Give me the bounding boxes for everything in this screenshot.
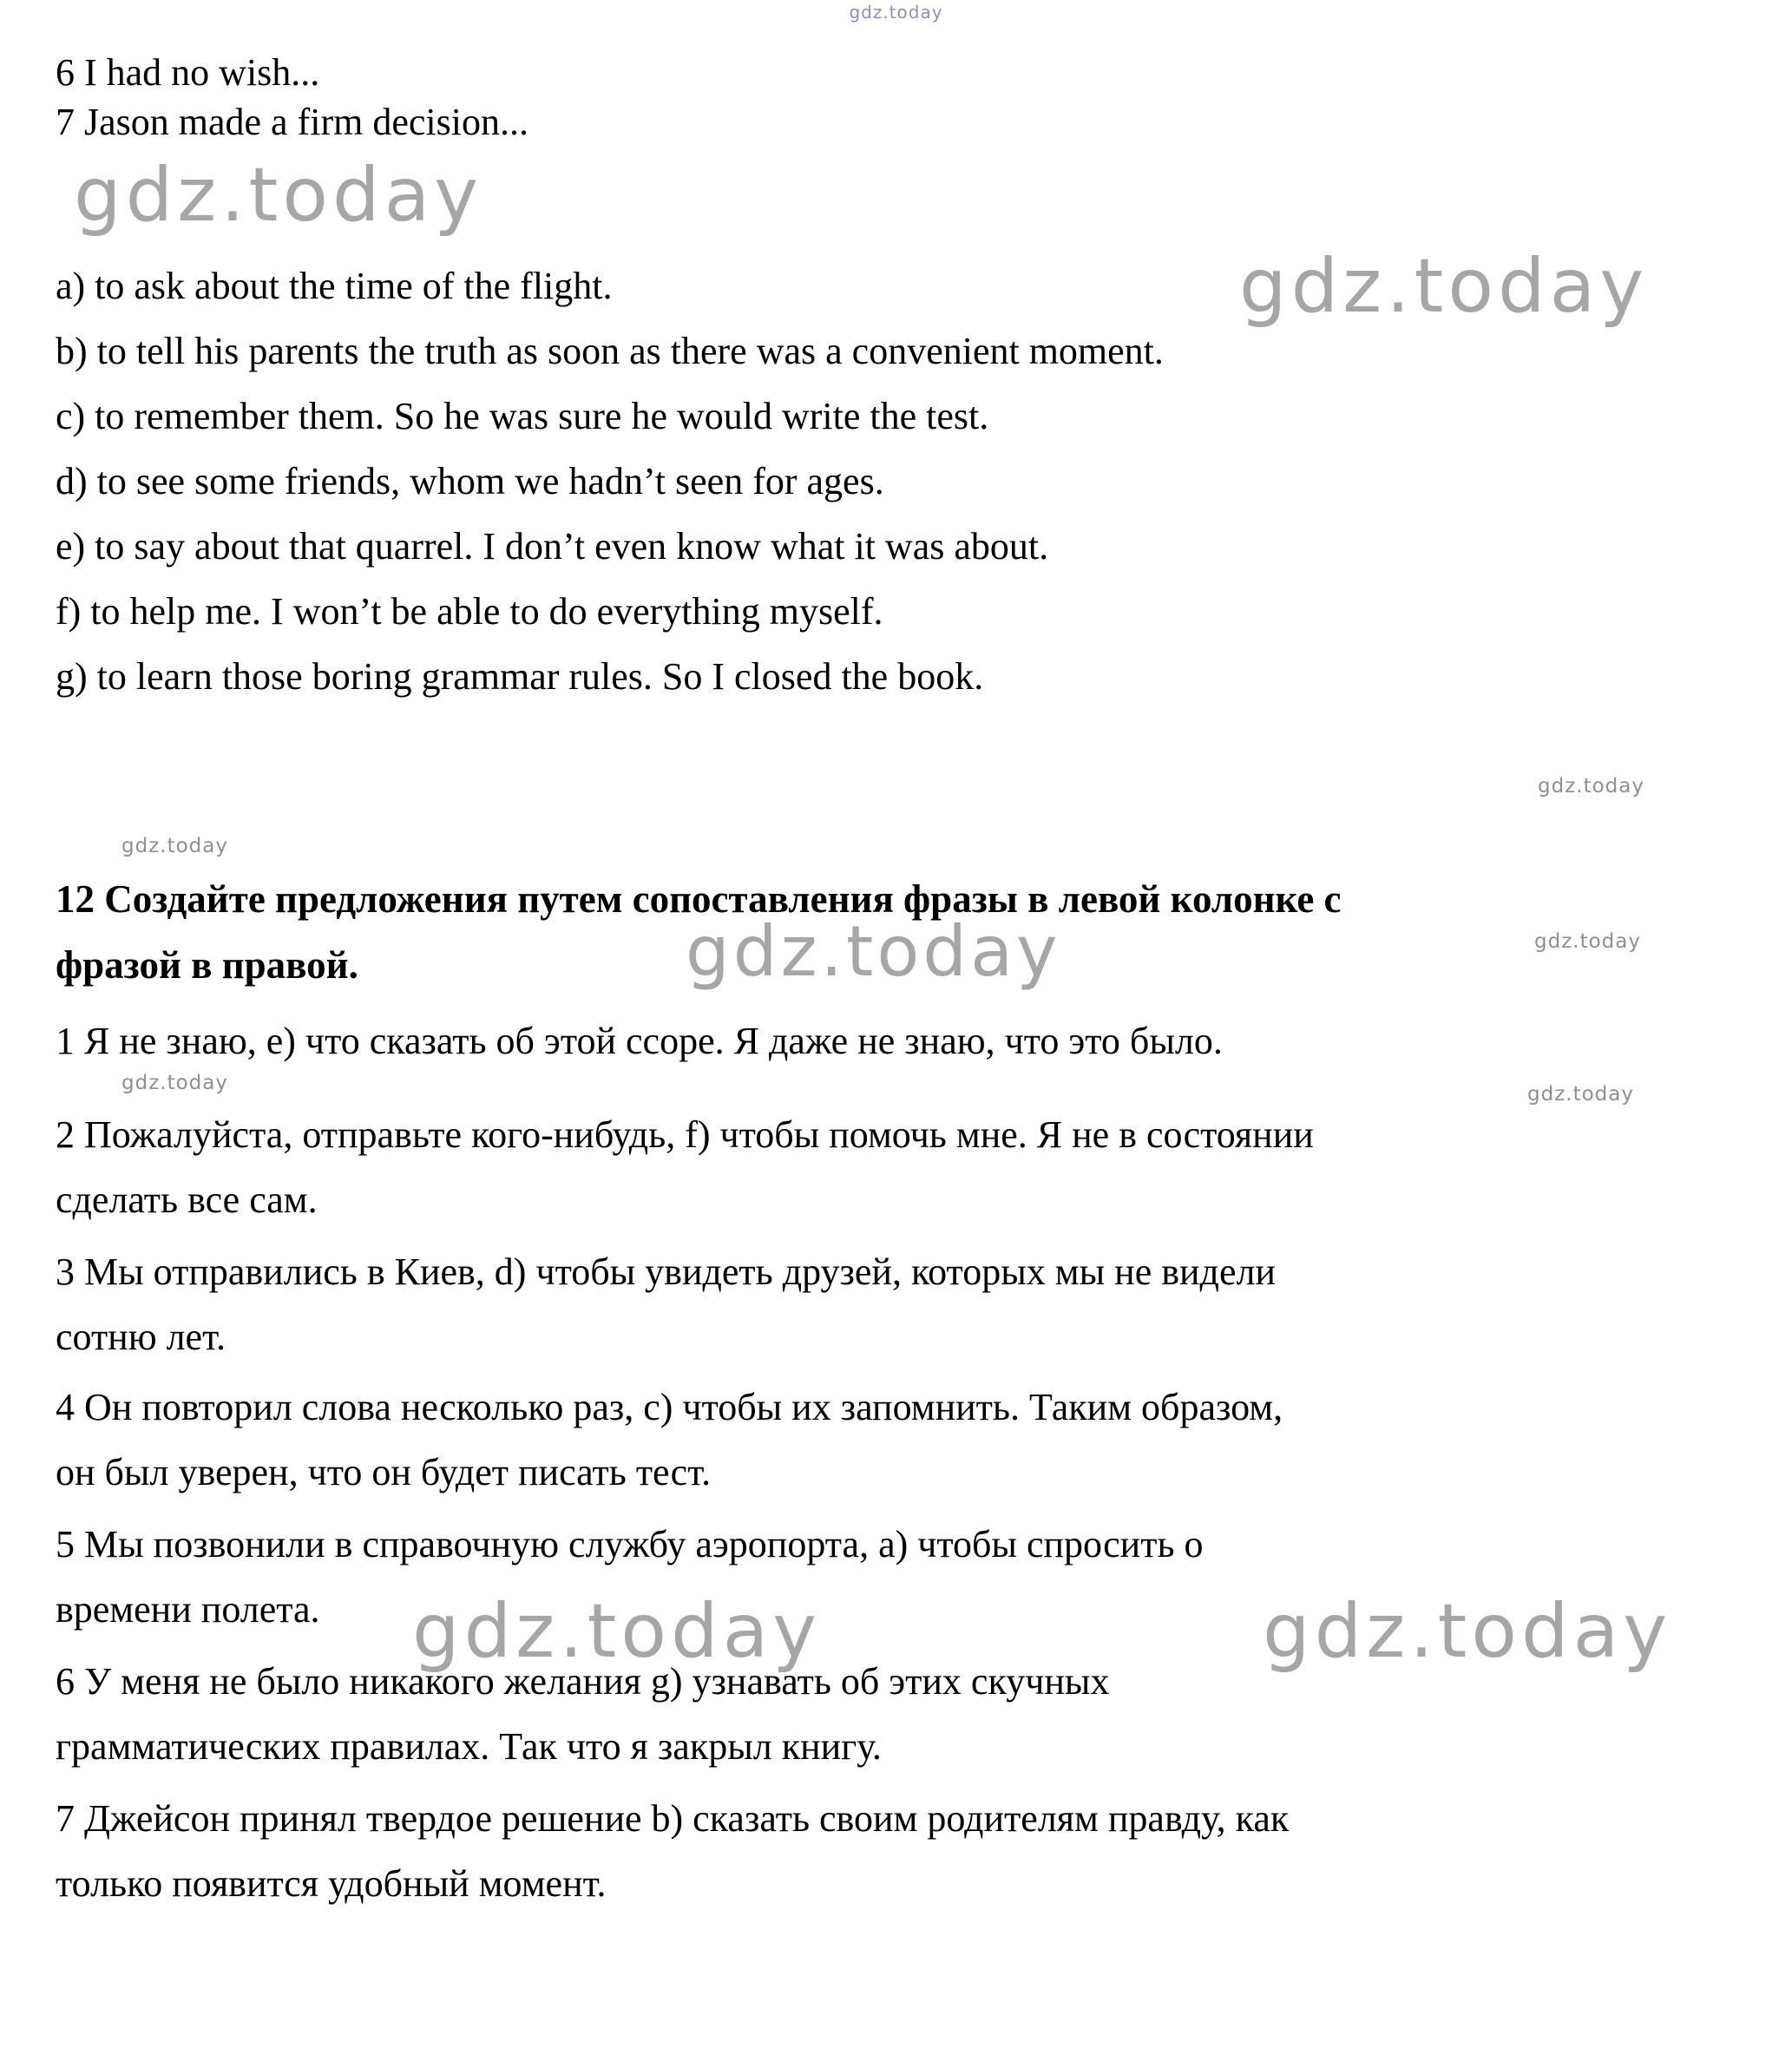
watermark-small-left-2: gdz.today [121, 1072, 228, 1094]
answer-paragraph-2 [56, 1102, 1314, 1232]
answer-5-line-2: времени полета. [56, 1588, 320, 1631]
answer-6-line-2: грамматических правилах. Так что я закрыл книгу. [56, 1725, 882, 1768]
english-options-list [56, 253, 1164, 709]
option-f: f) to help me. I won’t be able to do everything myself. [56, 590, 883, 633]
watermark-large-left: gdz.today [74, 152, 483, 239]
answer-3-line-1: 3 Мы отправились в Киев, d) чтобы увидеть друзей, которых мы не видели [56, 1250, 1276, 1293]
answer-paragraph-4 [56, 1375, 1283, 1505]
stem-7: 7 Jason made a firm decision... [56, 101, 528, 143]
option-d: d) to see some friends, whom we hadn’t seen for ages. [56, 460, 884, 502]
answer-6-line-1: 6 У меня не было никакого желания g) узнавать об этих скучных [56, 1660, 1110, 1703]
option-c: c) to remember them. So he was sure he would write the test. [56, 395, 989, 437]
watermark-medium-center: gdz.today [686, 911, 1061, 992]
watermark-small-right-3: gdz.today [1527, 1083, 1634, 1106]
option-a: a) to ask about the time of the flight. [56, 265, 613, 307]
option-g: g) to learn those boring grammar rules. So I closed the book. [56, 655, 984, 698]
english-stems [56, 48, 528, 147]
watermark-small-left-1: gdz.today [121, 835, 228, 857]
watermark-large-bottom-left: gdz.today [412, 1588, 822, 1675]
answer-paragraph-1 [56, 1008, 1223, 1073]
watermark-large-bottom-right: gdz.today [1263, 1588, 1672, 1675]
answer-5-line-1: 5 Мы позвонили в справочную службу аэропорта, a) чтобы спросить о [56, 1523, 1204, 1565]
watermark-top: gdz.today [849, 2, 943, 23]
answer-7-line-2: только появится удобный момент. [56, 1862, 607, 1905]
answer-4-line-2: он был уверен, что он будет писать тест. [56, 1451, 712, 1493]
answer-2-line-1: 2 Пожалуйста, отправьте кого-нибудь, f) чтобы помочь мне. Я не в состоянии [56, 1113, 1314, 1156]
option-b: b) to tell his parents the truth as soon as there was a convenient moment. [56, 330, 1164, 372]
answer-3-line-2: сотню лет. [56, 1316, 226, 1358]
answer-paragraph-7 [56, 1786, 1289, 1916]
answer-7-line-1: 7 Джейсон принял твердое решение b) сказать своим родителям правду, как [56, 1797, 1290, 1840]
task-12-heading [56, 866, 1342, 998]
answer-4-line-1: 4 Он повторил слова несколько раз, c) чтобы их запомнить. Таким образом, [56, 1386, 1283, 1428]
option-e: e) to say about that quarrel. I don’t even know what it was about. [56, 525, 1049, 568]
heading-line-2: фразой в правой. [56, 943, 358, 987]
answer-1-line-1: 1 Я не знаю, e) что сказать об этой ссоре. Я даже не знаю, что это было. [56, 1020, 1223, 1062]
watermark-small-right-1: gdz.today [1538, 775, 1644, 797]
answer-2-line-2: сделать все сам. [56, 1178, 318, 1221]
answer-paragraph-3 [56, 1239, 1276, 1369]
heading-line-1: 12 Создайте предложения путем сопоставления фразы в левой колонке с [56, 877, 1342, 921]
stem-6: 6 I had no wish... [56, 51, 320, 94]
answer-paragraph-5 [56, 1512, 1204, 1642]
answer-paragraph-6 [56, 1649, 1109, 1779]
watermark-large-right: gdz.today [1239, 243, 1649, 330]
watermark-small-right-2: gdz.today [1534, 930, 1641, 953]
